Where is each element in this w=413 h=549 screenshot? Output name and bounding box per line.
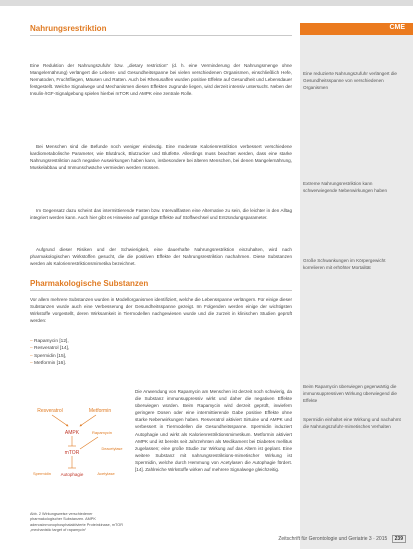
section-title-nahrungsrestriktion: Nahrungsrestriktion bbox=[30, 24, 107, 33]
paragraph-5: Vor allem mehrere Substanzen wurden in Modellorganismen identifiziert, welche die Lebensspanne verlängern. Für einige dieser Substanzen wurde auch eine Verbesserung der Gesundheitsspanne gezeigt. Im Folgenden werden einige der wichtigsten Wirkstoffe vorgestellt, deren Wirksamkeit in Tiermodellen nachgewiesen wurde und die zurzeit in klinischen Studien geprüft werden: bbox=[30, 297, 292, 324]
metformin-label: Metformin bbox=[88, 408, 112, 414]
section-rule bbox=[30, 290, 292, 291]
cme-label: CME bbox=[389, 24, 405, 31]
autophagie-label: Autophagie bbox=[60, 472, 84, 477]
figure-pathway-diagram bbox=[30, 388, 130, 528]
list-item: – Spermidin [15], bbox=[30, 353, 69, 360]
inhibit-line bbox=[80, 437, 98, 449]
page-footer bbox=[200, 535, 406, 545]
paragraph-4: Aufgrund dieser Risiken und der Schwierigkeit, eine dauerhafte Nahrungsrestriktion einzuhalten, wird nach pharmakologischen Wirkstoffen gesucht, die die positiven Effekte der Nahrungsrestriktion nachahmen. Diese Substanzen werden als Kalorienrestriktionsmimetika bezeichnet. bbox=[30, 247, 292, 267]
list-item: – Metformin [16]. bbox=[30, 360, 69, 367]
drug-list bbox=[30, 338, 69, 368]
deacetylase-label: Deacetylase bbox=[101, 447, 123, 451]
sidebar-note-1: Eine reduzierte Nahrungszufuhr verlängert die Gesundheitsspanne von verschiedenen Organismen bbox=[303, 71, 397, 90]
sidebar bbox=[300, 23, 413, 549]
list-item: – Resveratrol [14], bbox=[30, 345, 69, 352]
paragraph-1: Eine Reduktion der Nahrungszufuhr bzw. „dietary restriction“ (d. h. eine Verminderung der Nahrungsmenge ohne Mangelernährung) verlängert die Lebens- und Gesundheitsspanne bei vielen verschiedenen Organismen, einschließlich Hefe, Nematoden, Fruchtfliegen, Mäusen und Ratten. Auch bei Rhesusaffen wurden positive Effekte auf Gesundheit und Lebensdauer festgestellt. Welche Signalwege und Mechanismen diesen Effekten zugrunde liegen, wird derzeit intensiv untersucht. Neben der Insulin-/IGF-Signalgebung spielen hierbei mTOR und AMPK eine zentrale Rolle. bbox=[30, 63, 292, 97]
mtor-label: mTOR bbox=[64, 450, 80, 456]
sidebar-note-5: Spermidin einhaltet eine Wirkung und nachahmt die Nahrungszufuhr-mimetisches Verhalten bbox=[303, 417, 401, 429]
section-title-pharmakologische-substanzen: Pharmakologische Substanzen bbox=[30, 279, 149, 288]
rapamycin-label: Rapamycin bbox=[91, 430, 113, 435]
section-rule bbox=[30, 35, 292, 36]
top-bar bbox=[0, 0, 413, 6]
ampk-label: AMPK bbox=[64, 430, 80, 436]
arrow bbox=[80, 415, 96, 426]
figure-caption: Abb. 2 Wirkungsweise verschiedener pharmakologischer Substanzen. AMPK adenosinmonophosphataktivierte Proteinkinase, mTOR „mechanistic target of rapamycin“ bbox=[30, 512, 124, 533]
paragraph-3: Im Gegensatz dazu scheint das intermittierende Fasten bzw. Intervallfasten eine Alternative zu sein, die leichter in den Alltag integriert werden kann. Auch hier gibt es Hinweise auf günstige Effekte auf Stoffwechsel und Entzündungsparameter. bbox=[30, 208, 292, 221]
paragraph-2: Bei Menschen sind die Befunde noch weniger eindeutig. Eine moderate Kalorienrestriktion verbessert verschiedene kardiometabolische Parameter, wie Blutdruck, Blutzucker und Blutfette. Allerdings muss beachtet werden, dass eine starke Nahrungsrestriktion auch negative Auswirkungen haben kann, insbesondere bei älteren Menschen, bei denen Mangelernährung, Muskelabbau und Immunschwäche vermieden werden müssen. bbox=[30, 144, 292, 171]
cme-header bbox=[300, 23, 413, 35]
sidebar-note-2: Extreme Nahrungsrestriktion kann schwerwiegende Nebenwirkungen haben bbox=[303, 181, 388, 193]
paragraph-6: Die Anwendung von Rapamycin am Menschen ist derzeit noch schwierig, da die Substanz immunsuppressiv wirkt und daher die negativen Effekte überwiegen würden. Beim Rapamycin wird derzeit geprüft, inwiefern geringere Dosen oder eine intermittierende Gabe positive Effekte ohne starke Nebenwirkungen haben. Resveratrol aktiviert Sirtuine und AMPK und verbessert in Tiermodellen die Gesundheitsspanne. Spermidin induziert Autophagie und wirkt als Kalorienrestriktionsmimetikum. Metformin aktiviert AMPK und ist bereits seit Jahrzehnten als Medikament bei Diabetes mellitus zugelassen; eine große Studie zur Wirkung auf das Altern ist geplant. Eine weitere Substanz mit nahrungsrestriktions-mimetischer Wirkung ist Spermidin, welche durch Hemmung von Acetylasen die Autophagie fördert. [14]. Zahlreiche Wirkstoffe wirken auf mehrere Signalwege gleichzeitig. bbox=[135, 389, 292, 473]
sidebar-note-3: Große Schwankungen im Körpergewicht korrelieren mit erhöhter Mortalität bbox=[303, 258, 386, 270]
page-number: 239 bbox=[392, 535, 406, 543]
sidebar-note-4: Beim Rapamycin überwiegen gegenwärtig die immunsuppressiven Wirkung überwiegend die Effekte bbox=[303, 384, 397, 403]
spermidin-label: Spermidin bbox=[32, 471, 52, 476]
arrow bbox=[52, 415, 68, 426]
resveratrol-label: Resveratrol bbox=[37, 408, 63, 414]
acetylase-label: Acetylase bbox=[97, 471, 115, 476]
journal-name: Zeitschrift für Gerontologie und Geriatrie 3 · 2015 bbox=[278, 536, 388, 542]
list-item: – Rapamycin [12], bbox=[30, 338, 69, 345]
